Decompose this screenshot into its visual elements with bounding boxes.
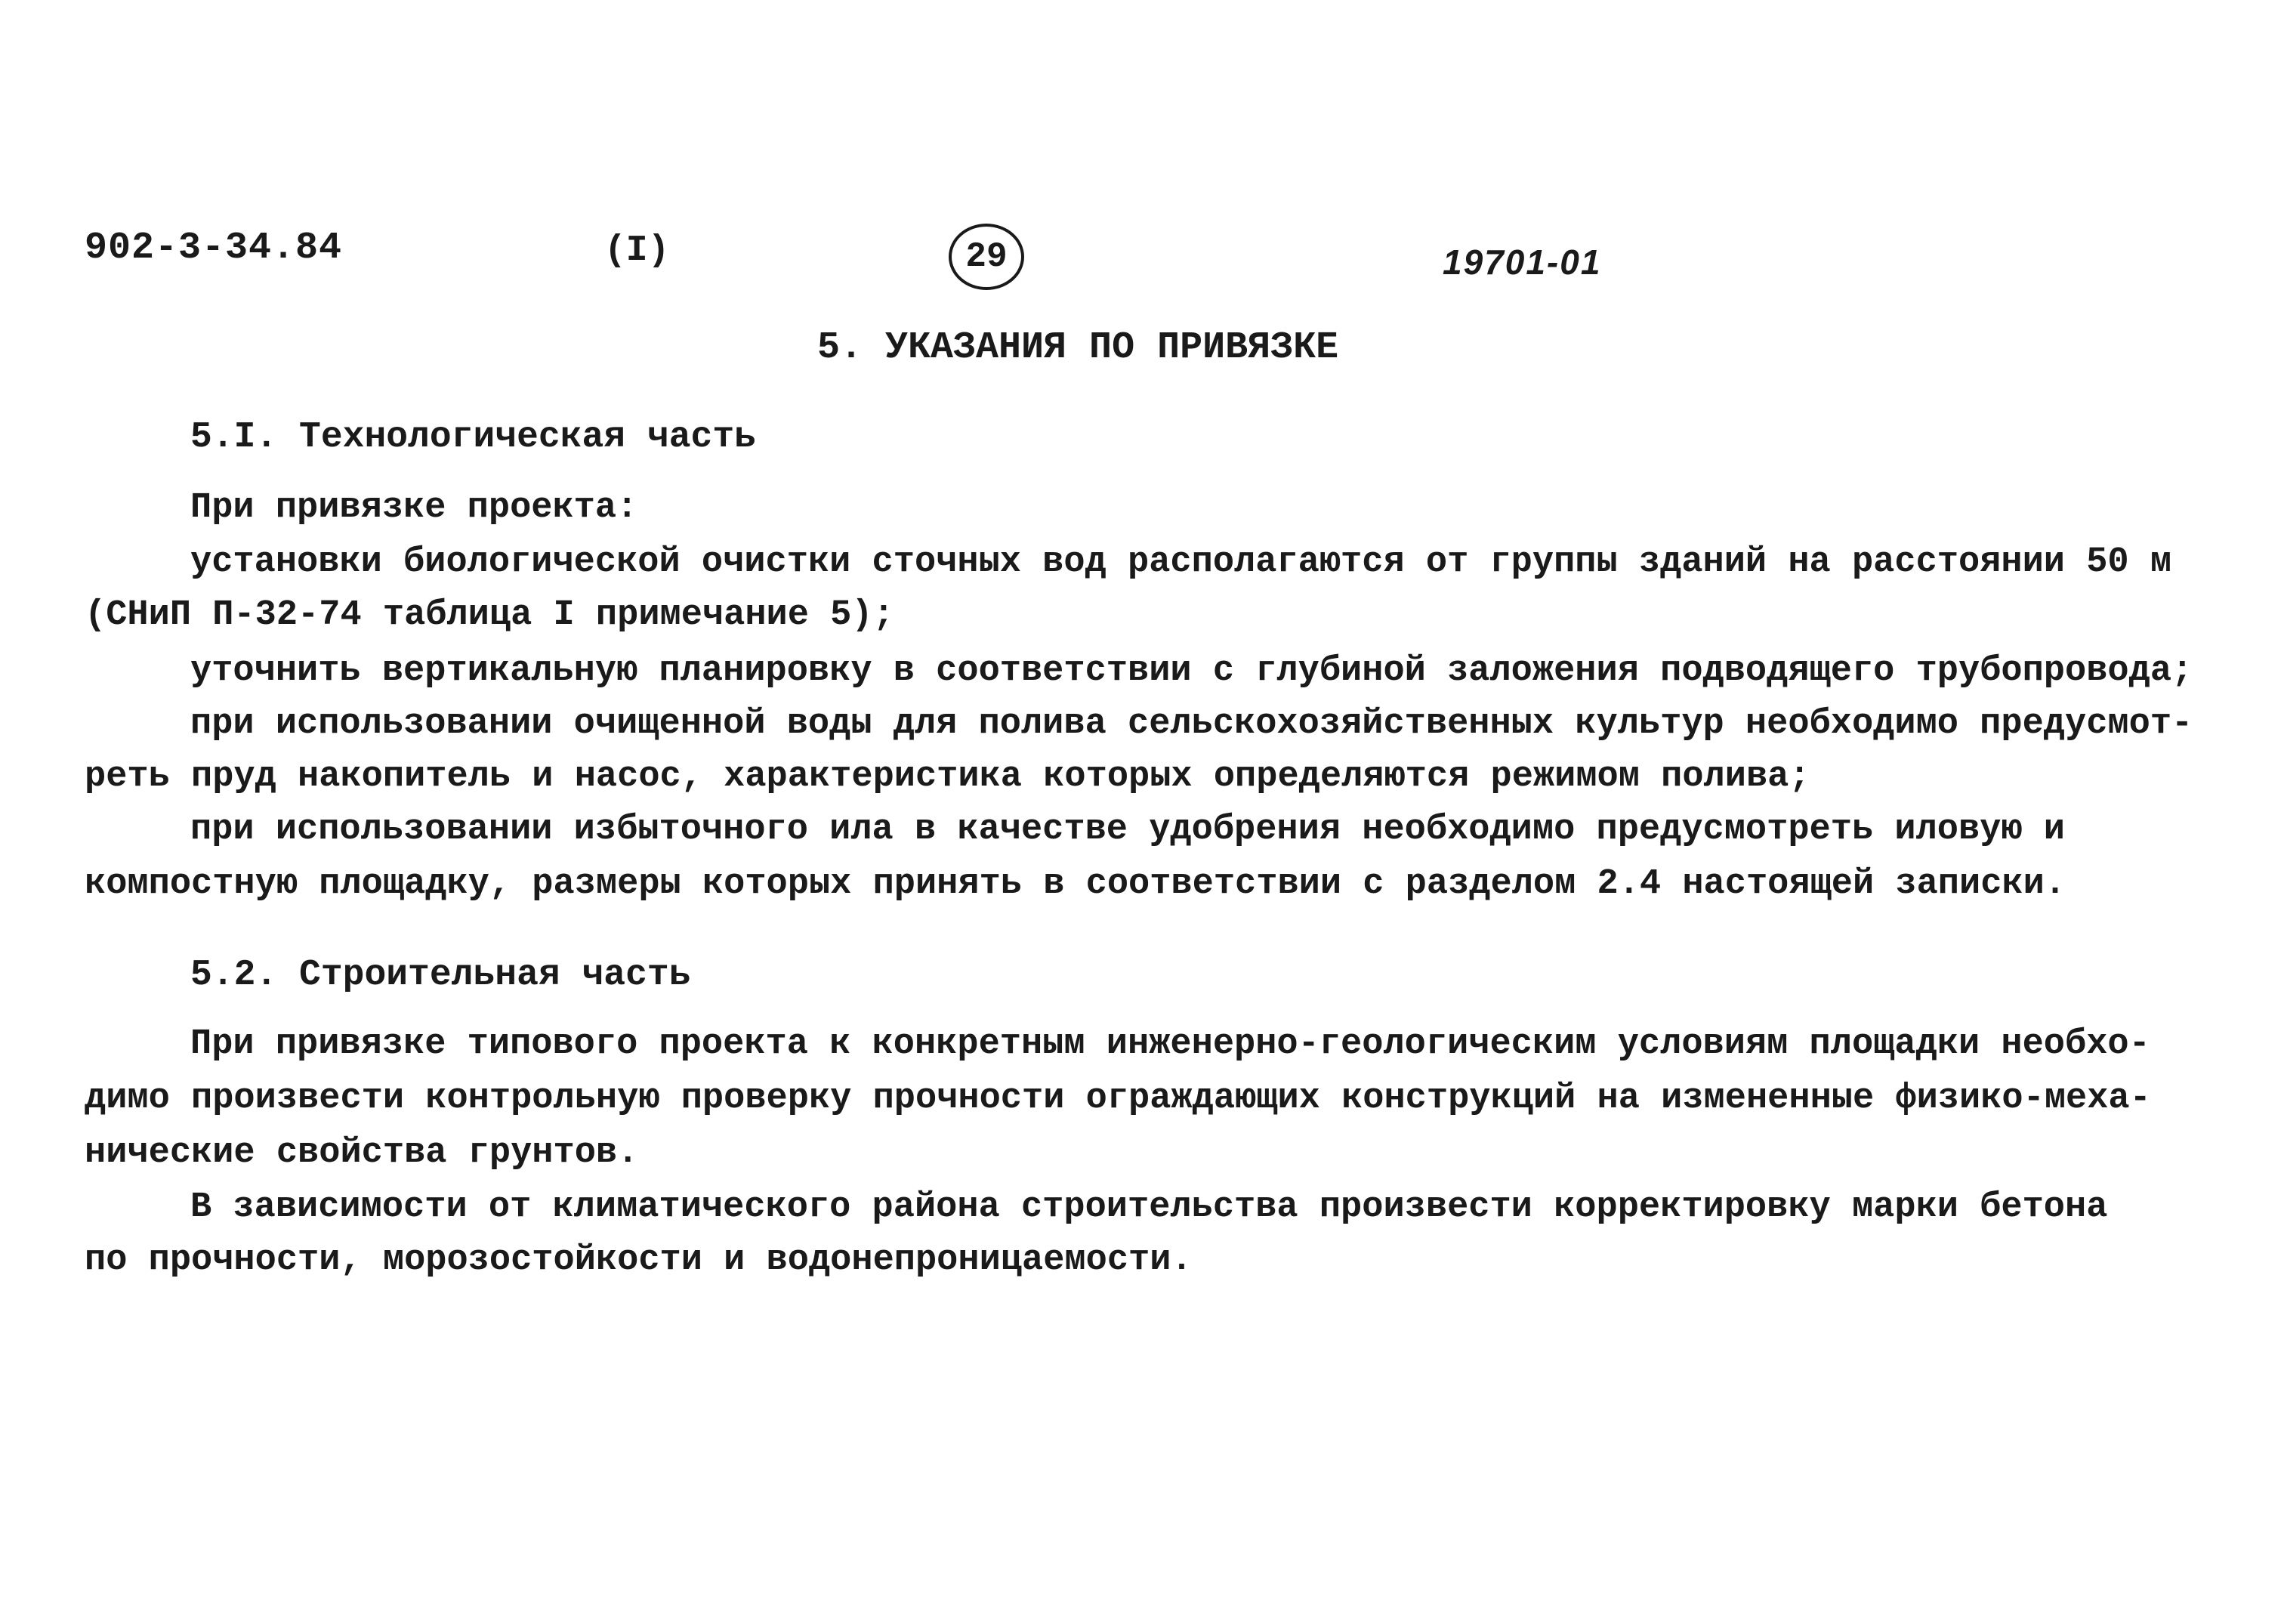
paragraph-line: установки биологической очистки сточных вод располагаются от группы зданий на расстоянии 50 м xyxy=(190,542,2172,582)
sheet-part: (I) xyxy=(604,230,670,271)
subsection-heading-5-2: 5.2. Строительная часть xyxy=(190,955,691,996)
paragraph-line: При привязке типового проекта к конкретным инженерно-геологическим условиям площадки необхо- xyxy=(190,1024,2150,1064)
paragraph-line: димо произвести контрольную проверку прочности ограждающих конструкций на измененные физико-меха- xyxy=(85,1079,2151,1119)
archive-number: 19701-01 xyxy=(1443,242,1602,282)
section-title: 5. УКАЗАНИЯ ПО ПРИВЯЗКЕ xyxy=(817,326,1339,369)
page-number: 29 xyxy=(965,237,1008,276)
paragraph-line: При привязке проекта: xyxy=(190,488,638,528)
subsection-heading-5-1: 5.I. Технологическая часть xyxy=(190,417,756,458)
document-code: 902-3-34.84 xyxy=(85,227,343,270)
paragraph-line: реть пруд накопитель и насос, характеристика которых определяются режимом полива; xyxy=(85,757,1810,797)
paragraph-line: по прочности, морозостойкости и водонепроницаемости. xyxy=(85,1240,1193,1280)
paragraph-line: при использовании избыточного ила в качестве удобрения необходимо предусмотреть иловую и xyxy=(190,810,2066,850)
page-number-stamp xyxy=(949,224,1024,290)
paragraph-line: нические свойства грунтов. xyxy=(85,1133,639,1173)
paragraph-line: В зависимости от климатического района строительства произвести корректировку марки бетона xyxy=(190,1187,2108,1227)
paragraph-line: уточнить вертикальную планировку в соответствии с глубиной заложения подводящего трубопровода; xyxy=(190,651,2193,691)
paragraph-line: (СНиП П-32-74 таблица I примечание 5); xyxy=(85,595,894,635)
paragraph-line: компостную площадку, размеры которых принять в соответствии с разделом 2.4 настоящей записки. xyxy=(85,864,2066,904)
paragraph-line: при использовании очищенной воды для полива сельскохозяйственных культур необходимо предусмот- xyxy=(190,704,2193,744)
